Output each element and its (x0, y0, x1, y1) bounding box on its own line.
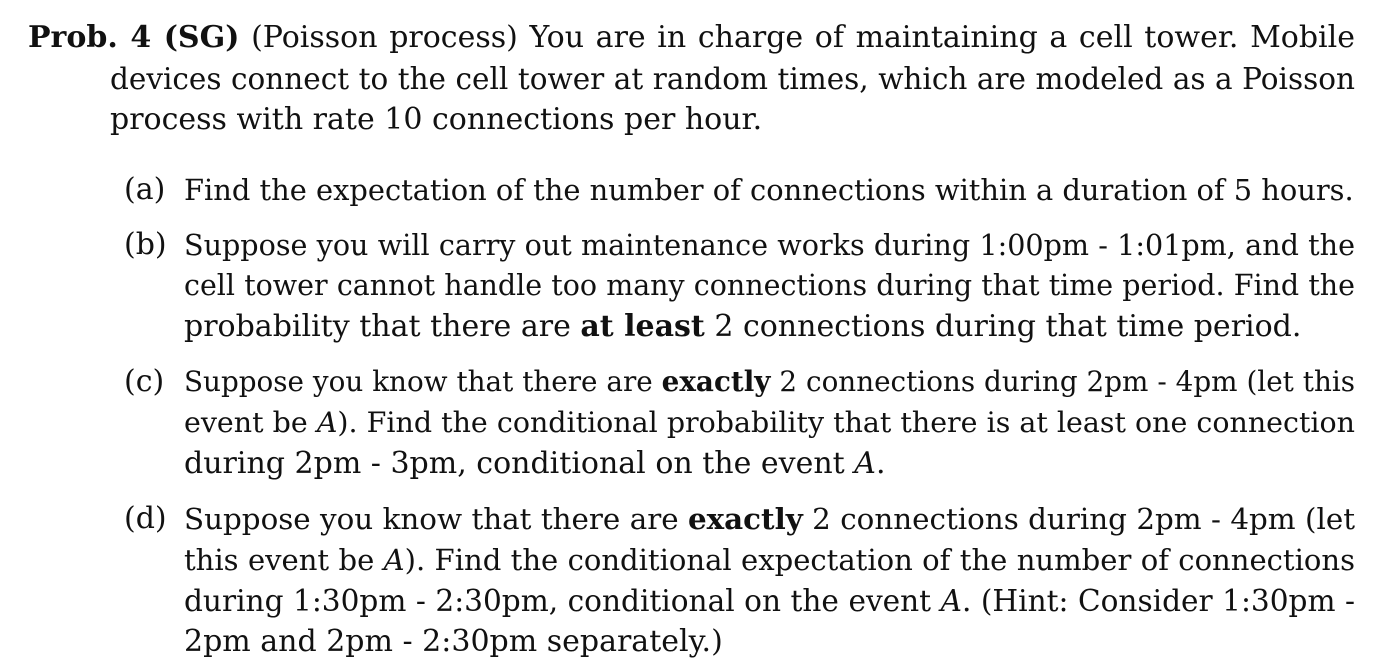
part-d-line-3-pre: during 1:30pm - 2:30pm, conditional on the event (184, 584, 941, 618)
part-c-event-variable-2: A (854, 446, 876, 481)
part-d-event-variable: A (383, 543, 405, 577)
part-d-line-1 (184, 502, 1355, 536)
problem-heading: Prob. 4 (SG) (28, 20, 240, 55)
part-d-line-1-pre: Suppose you know that there are (184, 502, 688, 536)
part-b-line-3-post: 2 connections during that time period. (704, 309, 1302, 344)
part-d-line-4: 2pm and 2pm - 2:30pm separately.) (184, 624, 723, 659)
problem-intro-line-3: process with rate 10 connections per hour. (110, 102, 763, 137)
part-d-line-2-pre: this event be (184, 543, 384, 577)
problem-intro-line-2: devices connect to the cell tower at random times, which are modeled as a Poisson (110, 62, 1355, 96)
part-c-emphasis: exactly (661, 365, 771, 398)
part-b-line-2: cell tower cannot handle too many connections during that time period. Find the (184, 269, 1355, 302)
part-b-line-3-pre: probability that there are (184, 309, 581, 344)
part-c-line-3 (184, 447, 886, 481)
part-d-emphasis: exactly (687, 501, 803, 536)
part-c-line-3-post: . (875, 446, 886, 481)
part-c-line-2 (184, 406, 1355, 440)
part-c-line-2-pre: event be (184, 406, 317, 439)
problem-intro-text-1: (Poisson process) You are in charge of maintaining a cell tower. Mobile (251, 20, 1355, 55)
part-d-line-3 (184, 584, 1355, 618)
part-c-line-1-pre: Suppose you know that there are (184, 365, 662, 398)
part-c-line-3-pre: during 2pm - 3pm, conditional on the event (184, 446, 855, 481)
part-a-line-1: Find the expectation of the number of connections within a duration of 5 hours. (184, 173, 1354, 207)
part-c-event-variable: A (316, 406, 338, 439)
part-d-line-2 (184, 543, 1355, 577)
problem-intro-line-1 (28, 21, 1355, 55)
part-d-line-1-post: 2 connections during 2pm - 4pm (let (802, 502, 1355, 536)
part-c-line-2-post: ). Find the conditional probability that there is at least one connection (337, 406, 1355, 439)
part-d-event-variable-2: A (940, 584, 962, 618)
part-b-emphasis: at least (580, 309, 705, 344)
part-c-line-1-post: 2 connections during 2pm - 4pm (let this (770, 365, 1355, 398)
part-c-line-1 (184, 365, 1355, 399)
part-c-label: (c) (124, 364, 165, 399)
part-a-label: (a) (124, 172, 166, 207)
part-d-line-2-post: ). Find the conditional expectation of the number of connections (404, 543, 1355, 577)
part-d-label: (d) (124, 501, 167, 536)
part-d-line-3-post: . (Hint: Consider 1:30pm - (961, 584, 1355, 618)
part-b-label: (b) (124, 227, 167, 262)
part-b-line-3 (184, 310, 1301, 344)
part-b-line-1: Suppose you will carry out maintenance works during 1:00pm - 1:01pm, and the (184, 228, 1355, 262)
